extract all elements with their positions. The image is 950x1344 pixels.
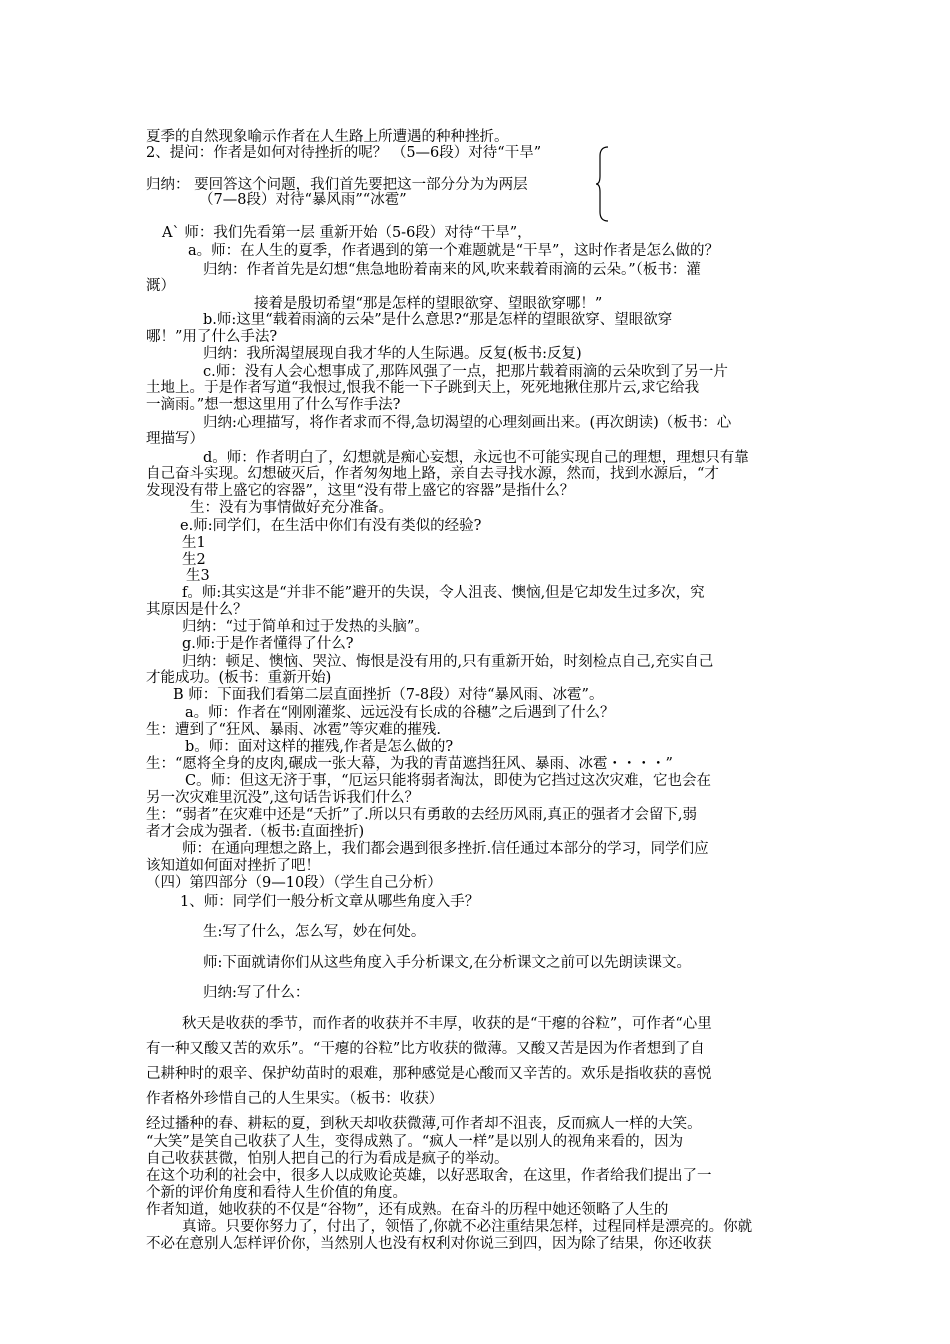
text-line: 归纳:写了什么： — [203, 985, 310, 1001]
text-line: e.师:同学们，在生活中你们有没有类似的经验? — [180, 518, 482, 534]
text-line: 土地上。于是作者写道“我恨过,恨我不能一下子跳到天上，死死地揪住那片云,求它给我 — [146, 380, 700, 396]
text-line: （7—8段）对待“暴风雨”“冰雹” — [199, 192, 407, 208]
text-line: 秋天是收获的季节，而作者的收获并不丰厚，收获的是“干瘪的谷粒”，可作者“心里 — [182, 1016, 712, 1032]
text-line: 作者知道，她收获的不仅是“谷物”，还有成熟。在奋斗的历程中她还领略了人生的 — [146, 1202, 669, 1218]
text-line: 生：“愿将全身的皮肉,碾成一张大幕，为我的青苗遮挡狂风、暴雨、冰雹・・・・” — [146, 756, 673, 772]
right-brace-icon — [596, 146, 610, 222]
text-line: g.师:于是作者懂得了什么? — [182, 636, 354, 652]
text-line: 接着是殷切希望“那是怎样的望眼欲穿、望眼欲穿哪！” — [254, 296, 603, 312]
text-line: 发现没有带上盛它的容器”，这里“没有带上盛它的容器”是指什么？ — [146, 483, 575, 499]
text-line: 哪！”用了什么手法? — [146, 329, 278, 345]
text-line: 另一次灾难里沉没”,这句话告诉我们什么？ — [146, 790, 420, 806]
text-line: B 师：下面我们看第二层直面挫折（7-8段）对待“暴风雨、冰雹”。 — [173, 687, 604, 703]
text-line: 己耕种时的艰辛、保护幼苗时的艰难，那种感觉是心酸而又辛苦的。欢乐是指收获的喜悦 — [146, 1066, 712, 1082]
text-line: 1、师：同学们一般分析文章从哪些角度入手？ — [180, 894, 480, 910]
text-line: 师：在通向理想之路上，我们都会遇到很多挫折.信任通过本部分的学习，同学们应 — [182, 841, 709, 857]
text-line: 归纳：作者首先是幻想“焦急地盼着南来的风,吹来载着雨滴的云朵。”（板书：灌 — [203, 262, 701, 278]
text-line: 不必在意别人怎样评价你，当然别人也没有权利对你说三到四，因为除了结果，你还收获 — [146, 1236, 712, 1252]
text-line: 2、提问：作者是如何对待挫折的呢？ （5—6段）对待“干旱” — [146, 145, 542, 161]
text-line: C。师：但这无济于事，“厄运只能将弱者淘汰，即使为它挡过这次灾难，它也会在 — [185, 773, 712, 789]
text-line: 该知道如何面对挫折了吧！ — [146, 858, 320, 874]
text-line: 归纳：“过于简单和过于发热的头脑”。 — [182, 619, 429, 635]
text-line: 一滴雨。”想一想这里用了什么写作手法? — [146, 397, 401, 413]
text-line: 生3 — [186, 568, 210, 584]
text-line: 生：遭到了“狂风、暴雨、冰雹”等灾难的摧残. — [146, 722, 441, 738]
text-line: a。师：作者在“刚刚灌浆、远远没有长成的谷穗”之后遇到了什么？ — [185, 705, 615, 721]
text-line: 个新的评价角度和看待人生价值的角度。 — [146, 1185, 407, 1201]
text-line: 归纳:心理描写，将作者求而不得,急切渴望的心理刻画出来。(再次朗读)（板书：心 — [203, 415, 732, 431]
text-line: b.师:这里“载着雨滴的云朵”是什么意思?“那是怎样的望眼欲穿、望眼欲穿 — [203, 312, 673, 328]
text-line: “大笑”是笑自己收获了人生，变得成熟了。“疯人一样”是以别人的视角来看的，因为 — [146, 1134, 684, 1150]
text-line: （四）第四部分（9—10段）（学生自己分析） — [146, 875, 442, 891]
text-line: 生:写了什么，怎么写，妙在何处。 — [203, 924, 426, 940]
text-line: 在这个功利的社会中，很多人以成败论英雄，以好恶取舍，在这里，作者给我们提出了一 — [146, 1168, 712, 1184]
text-line: 才能成功。(板书：重新开始) — [146, 670, 332, 686]
text-line: 夏季的自然现象喻示作者在人生路上所遭遇的种种挫折。 — [146, 129, 509, 145]
text-line: 生：没有为事情做好充分准备。 — [190, 500, 393, 516]
text-line: 归纳：顿足、懊恼、哭泣、悔恨是没有用的,只有重新开始，时刻检点自己,充实自己 — [182, 654, 714, 670]
text-line: c.师：没有人会心想事成了,那阵风强了一点，把那片载着雨滴的云朵吹到了另一片 — [203, 364, 728, 380]
text-line: 生1 — [182, 535, 206, 551]
text-line: 生：“弱者”在灾难中还是“夭折”了.所以只有勇敢的去经历风雨,真正的强者才会留下,弱 — [146, 807, 697, 823]
text-line: 理描写） — [146, 431, 204, 447]
text-line: 自己收获甚微，怕别人把自己的行为看成是疯子的举动。 — [146, 1151, 509, 1167]
text-line: f。师:其实这是“并非不能”避开的失误，令人沮丧、懊恼,但是它却发生过多次，究 — [182, 585, 705, 601]
text-line: 者才会成为强者.（板书:直面挫折) — [146, 824, 365, 840]
text-line: 作者格外珍惜自己的人生果实。（板书：收获） — [146, 1091, 444, 1107]
text-line: 有一种又酸又苦的欢乐”。“干瘪的谷粒”比方收获的微薄。又酸又苦是因为作者想到了自 — [146, 1041, 705, 1057]
text-line: 归纳： 要回答这个问题，我们首先要把这一部分分为为两层 — [146, 177, 528, 193]
text-line: d。师：作者明白了，幻想就是痴心妄想，永远也不可能实现自己的理想，理想只有靠 — [203, 450, 749, 466]
text-line: 自己奋斗实现。幻想破灭后，作者匆匆地上路，亲自去寻找水源，然而，找到水源后，“才 — [146, 466, 719, 482]
text-line: a。师：在人生的夏季，作者遇到的第一个难题就是“干旱”，这时作者是怎么做的？ — [188, 243, 719, 259]
text-line: 经过播种的春、耕耘的夏，到秋天却收获微薄,可作者却不沮丧，反而疯人一样的大笑。 — [146, 1116, 702, 1132]
text-line: 归纳：我所渴望展现自我才华的人生际遇。反复(板书:反复) — [203, 346, 582, 362]
text-line: 生2 — [182, 552, 206, 568]
text-line: 溉） — [146, 278, 175, 294]
text-line: 师:下面就请你们从这些角度入手分析课文,在分析课文之前可以先朗读课文。 — [203, 955, 691, 971]
text-line: A` 师：我们先看第一层 重新开始（5-6段）对待“干旱”， — [162, 225, 532, 241]
text-line: b。师：面对这样的摧残,作者是怎么做的? — [185, 739, 454, 755]
text-line: 其原因是什么？ — [146, 602, 248, 618]
text-line: 真谛。只要你努力了，付出了，领悟了,你就不必注重结果怎样，过程同样是漂亮的。你就 — [182, 1219, 753, 1235]
